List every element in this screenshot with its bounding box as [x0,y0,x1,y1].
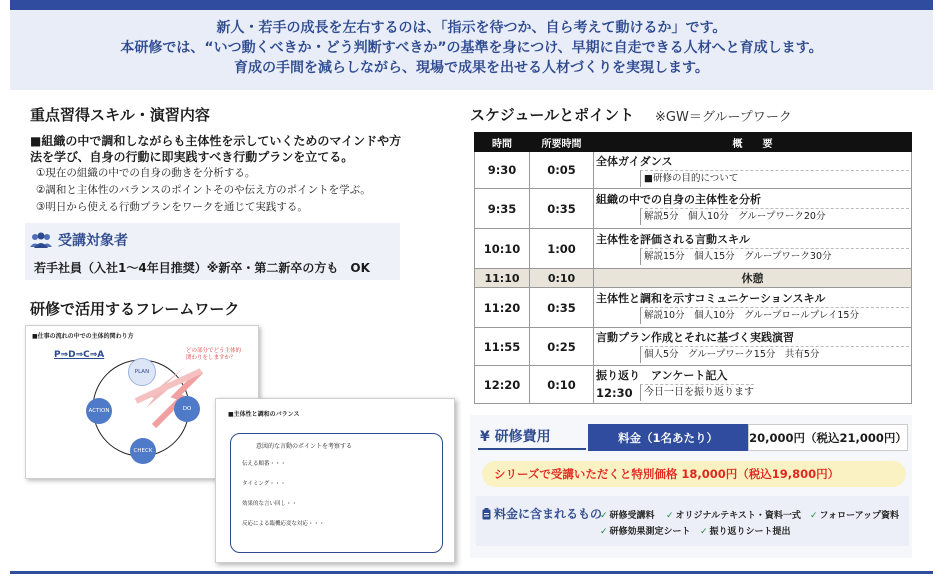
framework-title: 研修で活用するフレームワーク [30,300,240,318]
row-sub: ■研修の目的について [640,170,909,187]
row-duration: 0:10 [530,269,594,288]
pdca-label: P⇒D⇒C⇒A [54,350,105,360]
banner-line-2: 本研修では、“いつ動くべきか・どう判断すべきか”の基準を身につけ、早期に自走できる人材へと育成します。 [120,40,823,56]
row-sub: 解説15分 個人15分 グループワーク30分 [640,248,909,265]
included-item [600,508,655,521]
row-end-time: 12:30 [596,385,633,400]
check-icon: ✓ [666,511,674,521]
row-desc [594,152,912,189]
action-node: ACTION [86,398,112,424]
header-summary: 概 要 [594,133,912,152]
included-item-text: オリジナルテキスト・資料一式 [675,511,801,521]
target-text: 若手社員（入社1～4年目推奨）※新卒・第二新卒の方も OK [34,261,370,275]
row-time: 11:55 [475,328,530,366]
included-item [600,524,691,537]
row-sub: 今日一日を振り返ります [640,384,754,401]
fee-label: ¥ 研修費用 [480,429,551,445]
balance-line: 伝える順番・・・ [242,461,287,467]
skill-item: ③明日から使える行動プランをワークを通じて実践する。 [36,201,308,213]
row-time: 9:35 [475,189,530,229]
balance-line: 効果的な言い回し・・ [242,501,298,507]
check-icon: ✓ [700,527,708,537]
row-duration: 0:05 [530,152,594,189]
target-title: 受講対象者 [58,233,128,249]
schedule-title: スケジュールとポイント [470,106,635,124]
row-duration: 0:25 [530,328,594,366]
row-duration: 0:35 [530,288,594,328]
top-accent-bar [10,0,933,10]
included-item-text: 研修受講料 [609,511,655,521]
header-time: 時間 [475,133,530,152]
table-row [475,229,912,269]
row-title: 主体性と調和を示すコミュニケーションスキル [596,292,826,305]
table-row [475,288,912,328]
row-duration: 0:35 [530,189,594,229]
table-row-break [475,269,912,288]
skills-title: 重点習得スキル・演習内容 [30,106,210,124]
price-label: 料金（1名あたり） [588,424,748,451]
row-sub-wrap [596,384,909,401]
balance-slide [215,398,455,563]
table-row [475,189,912,229]
row-title: 休憩 [594,269,912,288]
table-row [475,366,912,404]
included-item-text: 振り返りシート提出 [709,527,791,537]
row-duration: 0:10 [530,366,594,404]
row-sub: 個人5分 グループワーク15分 共有5分 [640,346,909,363]
plan-node: PLAN [128,358,156,386]
banner-line-1: 新人・若手の成長を左右するのは、「指示を待つか、自ら考えて動けるか」です。 [216,20,727,36]
balance-line: タイミング・・・ [242,481,286,487]
row-title: 主体性を評価される言動スキル [596,233,750,246]
row-sub: 解説5分 個人10分 グループワーク20分 [640,208,909,225]
skills-main-text: ■組織の中で調和しながらも主体性を示していくためのマインドや方法を学び、自身の行動に即実践すべき行動プランを立てる。 [30,134,402,164]
schedule-note: ※GW＝グループワーク [655,110,792,125]
table-row [475,152,912,189]
row-desc [594,328,912,366]
row-title: 全体ガイダンス [596,154,673,168]
included-item [810,508,899,521]
row-desc [594,189,912,229]
row-desc [594,229,912,269]
included-item [700,524,791,537]
header-duration: 所要時間 [530,133,594,152]
row-title: 組織の中での自身の主体性を分析 [596,193,761,206]
row-desc [594,366,912,404]
balance-inner-box [230,433,443,553]
included-item-text: フォローアップ資料 [819,511,900,521]
check-icon: ✓ [810,511,818,521]
row-duration: 1:00 [530,229,594,269]
clipboard-icon [482,508,491,520]
target-heading [30,230,128,250]
fee-underline [478,448,586,450]
balance-inner-title: 意図的な言動のポイントを考察する [256,443,353,450]
intro-banner [10,10,933,90]
row-time: 11:20 [475,288,530,328]
people-icon [30,232,52,248]
row-sub: 解説10分 個人10分 グループロールプレイ15分 [640,307,909,324]
row-time: 11:10 [475,269,530,288]
table-row [475,328,912,366]
included-heading [482,505,602,522]
do-node: DO [174,396,200,422]
slide-heading: ■仕事の流れの中での主体的関わり方 [32,333,134,340]
schedule-table [474,132,912,404]
skills-section [30,133,405,216]
row-title: 言動プラン作成とそれに基づく実践演習 [596,331,794,344]
check-icon: ✓ [600,511,608,521]
schedule-header-row [475,133,912,152]
row-title: 振り返り アンケート記入 [596,369,728,382]
row-desc [594,288,912,328]
included-item-text: 研修効果測定シート [609,527,691,537]
row-time: 9:30 [475,152,530,189]
row-time: 10:10 [475,229,530,269]
included-item [666,508,801,521]
bottom-accent-bar [10,571,933,574]
skill-item: ②調和と主体性のバランスのポイントそのや伝え方のポイントを学ぶ。 [36,184,371,196]
pdca-note: どの部分でどう主体的関わりをしますか？ [186,348,242,361]
skill-item: ①現在の組織の中での自身の動きを分析する。 [36,167,256,179]
slide-heading: ■主体性と調和のバランス [228,411,300,418]
included-label: 料金に含まれるもの [494,507,603,521]
balance-line: 反応による臨機応変な対応・・・ [242,521,325,527]
price-amount: 20,000円（税込21,000円） [748,424,908,451]
series-price-banner: シリーズで受講いただくと特別価格 18,000円（税込19,800円） [482,461,906,487]
banner-line-3: 育成の手間を減らしながら、現場で成果を出せる人材づくりを実現します。 [234,60,709,76]
row-time: 12:20 [475,366,530,404]
check-node: CHECK [130,438,156,464]
check-icon: ✓ [600,527,608,537]
